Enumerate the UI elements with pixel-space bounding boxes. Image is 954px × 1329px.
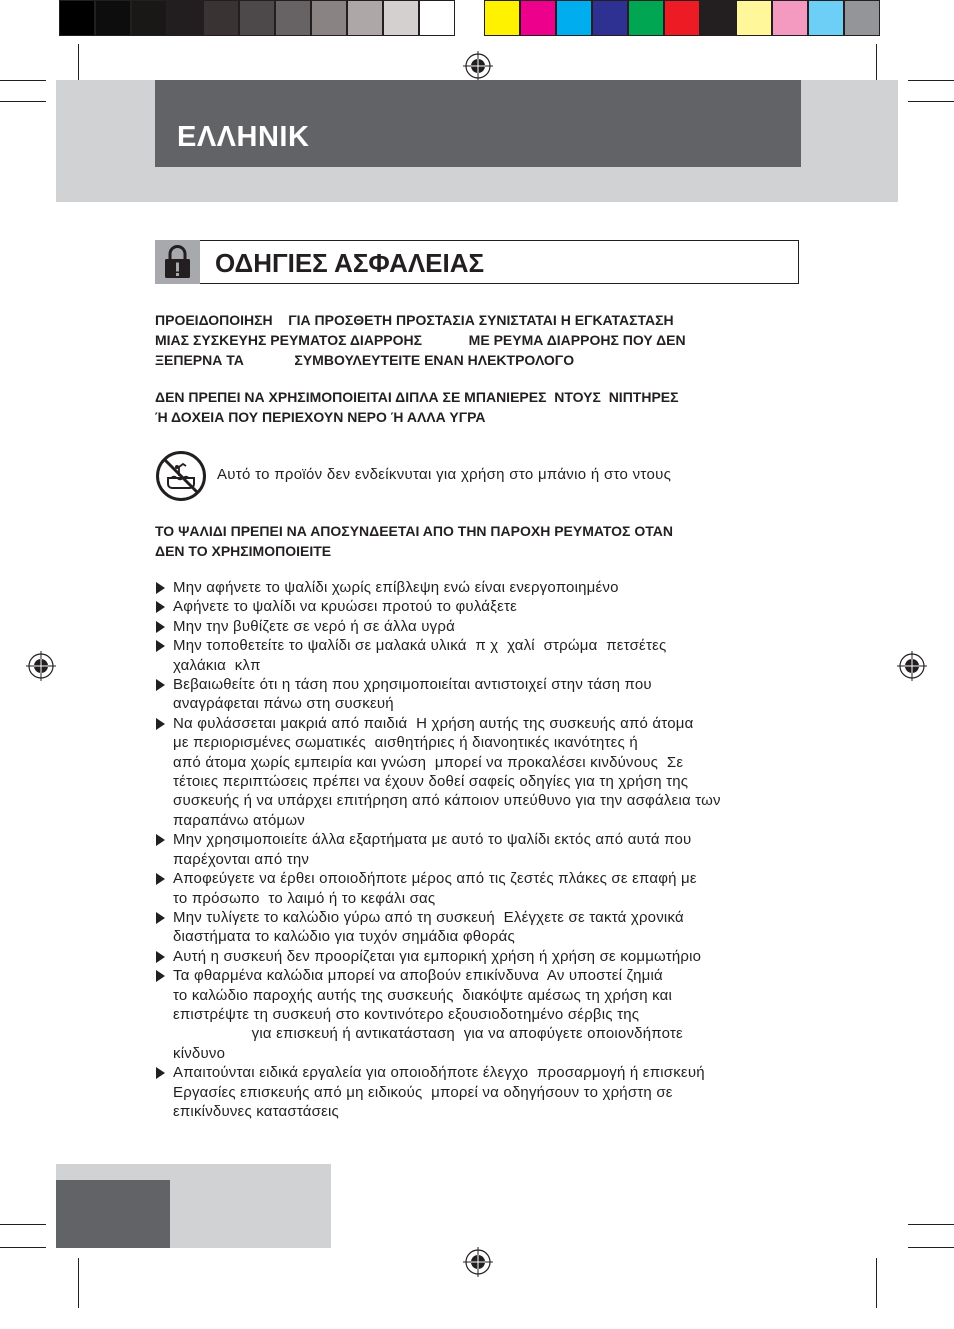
- warning-line: ΜΙΑΣ ΣΥΣΚΕΥΗΣ ΡΕΥΜΑΤΟΣ ΔΙΑΡΡΟΗΣ ΜΕ ΡΕΥΜΑ ΔΙΑΡΡΟΗΣ ΠΟΥ ΔΕΝ: [155, 332, 686, 348]
- registration-mark-icon: [463, 51, 493, 81]
- list-item-line: παρέχονται από την: [173, 850, 310, 868]
- list-item-line: επιστρέψτε τη συσκευή στο κοντινότερο εξουσιοδοτημένο σέρβις της: [173, 1005, 640, 1023]
- list-item-line: επικίνδυνες καταστάσεις: [173, 1102, 339, 1120]
- crop-mark: [0, 1224, 46, 1225]
- list-item-line: παραπάνω ατόμων: [173, 811, 305, 829]
- warning-line: ΞΕΠΕΡΝΑ ΤΑ ΣΥΜΒΟΥΛΕΥΤΕΙΤΕ ΕΝΑΝ ΗΛΕΚΤΡΟΛΟΓΟ: [155, 352, 575, 368]
- crop-mark: [876, 1258, 877, 1308]
- no-bath-icon: [155, 450, 207, 502]
- list-item-line: με περιορισμένες σωματικές αισθητήριες ή διανοητικές ικανότητες ή: [173, 734, 638, 752]
- list-item-line: Εργασίες επισκευής από μη ειδικούς μπορεί να οδηγήσουν το χρήστη σε: [173, 1083, 673, 1101]
- bullet-arrow-icon: [156, 1067, 165, 1079]
- warning-unplug: [155, 521, 673, 561]
- warning-line: ΤΟ ΨΑΛΙΔΙ ΠΡΕΠΕΙ ΝΑ ΑΠΟΣΥΝΔΕΕΤΑΙ ΑΠΟ ΤΗΝ ΠΑΡΟΧΗ ΡΕΥΜΑΤΟΣ ΟΤΑΝ: [155, 523, 673, 539]
- colour-swatch: [664, 0, 700, 36]
- colour-calibration-bar: [484, 0, 880, 38]
- bullet-arrow-icon: [156, 582, 165, 594]
- colour-swatch: [383, 0, 419, 36]
- bullet-arrow-icon: [156, 640, 165, 652]
- colour-swatch: [592, 0, 628, 36]
- crop-mark: [0, 1247, 46, 1248]
- list-item-line: Μην τυλίγετε το καλώδιο γύρω από τη συσκευή Ελέγχετε σε τακτά χρονικά: [173, 908, 684, 926]
- footer-page-tab: [56, 1180, 170, 1248]
- colour-swatch: [700, 0, 736, 36]
- list-item: [155, 947, 805, 966]
- list-item-line: Αποφεύγετε να έρθει οποιοδήποτε μέρος από τις ζεστές πλάκες σε επαφή με: [173, 870, 697, 888]
- colour-swatch: [167, 0, 203, 36]
- registration-mark-icon: [897, 651, 927, 681]
- bullet-arrow-icon: [156, 679, 165, 691]
- colour-swatch: [556, 0, 592, 36]
- colour-swatch: [808, 0, 844, 36]
- crop-mark: [0, 101, 46, 102]
- list-item: [155, 869, 805, 908]
- colour-swatch: [239, 0, 275, 36]
- grey-calibration-bar: [59, 0, 455, 38]
- colour-swatch: [772, 0, 808, 36]
- bullet-arrow-icon: [156, 834, 165, 846]
- crop-mark: [908, 1224, 954, 1225]
- colour-swatch: [484, 0, 520, 36]
- warning-line: ΔΕΝ ΤΟ ΧΡΗΣΙΜΟΠΟΙΕΙΤΕ: [155, 543, 332, 559]
- list-item: [155, 966, 805, 1063]
- list-item-line: Μην την βυθίζετε σε νερό ή σε άλλα υγρά: [173, 617, 455, 635]
- list-item: [155, 617, 805, 636]
- list-item-line: Αυτή η συσκευή δεν προορίζεται για εμπορική χρήση ή χρήση σε κομμωτήριο: [173, 947, 702, 965]
- warning-water: [155, 387, 679, 427]
- crop-mark: [908, 101, 954, 102]
- list-item-line: Απαιτούνται ειδικά εργαλεία για οποιοδήποτε έλεγχο προσαρμογή ή επισκευή: [173, 1064, 705, 1082]
- colour-swatch: [628, 0, 664, 36]
- warning-line: ΔΕΝ ΠΡΕΠΕΙ ΝΑ ΧΡΗΣΙΜΟΠΟΙΕΙΤΑΙ ΔΙΠΛΑ ΣΕ ΜΠΑΝΙΕΡΕΣ ΝΤΟΥΣ ΝΙΠΤΗΡΕΣ: [155, 389, 679, 405]
- list-item-line: Αφήνετε το ψαλίδι να κρυώσει προτού το φυλάξετε: [173, 598, 517, 616]
- language-title: ΕΛΛΗΝΙΚ: [177, 121, 310, 153]
- warning-line: Ή ΔΟΧΕΙΑ ΠΟΥ ΠΕΡΙΕΧΟΥΝ ΝΕΡΟ Ή ΑΛΛΑ ΥΓΡΑ: [155, 409, 486, 425]
- bullet-arrow-icon: [156, 951, 165, 963]
- list-item-line: χαλάκια κλπ: [173, 656, 261, 674]
- registration-mark-icon: [26, 651, 56, 681]
- safety-instructions-list: [155, 578, 805, 1121]
- crop-mark: [908, 80, 954, 81]
- list-item: [155, 714, 805, 830]
- list-item-line: Τα φθαρμένα καλώδια μπορεί να αποβούν επικίνδυνα Αν υποστεί ζημιά: [173, 967, 663, 985]
- registration-mark-icon: [463, 1247, 493, 1277]
- colour-swatch: [520, 0, 556, 36]
- list-item: [155, 1063, 805, 1121]
- list-item-line: αναγράφεται πάνω στη συσκευή: [173, 695, 394, 713]
- list-item: [155, 908, 805, 947]
- list-item: [155, 830, 805, 869]
- list-item: [155, 597, 805, 616]
- colour-swatch: [419, 0, 455, 36]
- bath-notice-text: Αυτό το προϊόν δεν ενδείκνυται για χρήση στο μπάνιο ή στο ντους: [217, 466, 672, 483]
- list-item: [155, 578, 805, 597]
- colour-swatch: [736, 0, 772, 36]
- padlock-warning-icon: [155, 240, 200, 284]
- bullet-arrow-icon: [156, 601, 165, 613]
- colour-swatch: [203, 0, 239, 36]
- colour-swatch: [131, 0, 167, 36]
- list-item-line: Βεβαιωθείτε ότι η τάση που χρησιμοποιείται αντιστοιχεί στην τάση που: [173, 676, 652, 694]
- crop-mark: [78, 1258, 79, 1308]
- crop-mark: [0, 80, 46, 81]
- list-item-line: συσκευής ή να υπάρχει επιτήρηση από κάποιον υπεύθυνο για την ασφάλεια των: [173, 792, 721, 810]
- list-item-line: το πρόσωπο το λαιμό ή το κεφάλι σας: [173, 889, 436, 907]
- list-item-line: Μην αφήνετε το ψαλίδι χωρίς επίβλεψη ενώ είναι ενεργοποιημένο: [173, 579, 619, 596]
- section-title: ΟΔΗΓΙΕΣ ΑΣΦΑΛΕΙΑΣ: [215, 248, 485, 278]
- list-item-line: τέτοιες περιπτώσεις πρέπει να έχουν δοθεί σαφείς οδηγίες για τη χρήση της: [173, 773, 689, 791]
- bullet-arrow-icon: [156, 912, 165, 924]
- list-item-line: για επισκευή ή αντικατάσταση για να αποφύγετε οποιονδήποτε: [173, 1025, 683, 1043]
- list-item: [155, 636, 805, 675]
- list-item-line: Μην χρησιμοποιείτε άλλα εξαρτήματα με αυτό το ψαλίδι εκτός από αυτά που: [173, 831, 692, 849]
- bullet-arrow-icon: [156, 621, 165, 633]
- section-icon-panel: [155, 240, 200, 284]
- list-item-line: κίνδυνο: [173, 1044, 226, 1062]
- list-item: [155, 675, 805, 714]
- list-item-line: Μην τοποθετείτε το ψαλίδι σε μαλακά υλικά π χ χαλί στρώμα πετσέτες: [173, 637, 667, 655]
- bullet-arrow-icon: [156, 873, 165, 885]
- colour-swatch: [844, 0, 880, 36]
- colour-swatch: [59, 0, 95, 36]
- list-item-line: το καλώδιο παροχής αυτής της συσκευής διακόψτε αμέσως τη χρήση και: [173, 986, 673, 1004]
- warning-line: ΠΡΟΕΙΔΟΠΟΙΗΣΗ ΓΙΑ ΠΡΟΣΘΕΤΗ ΠΡΟΣΤΑΣΙΑ ΣΥΝΙΣΤΑΤΑΙ Η ΕΓΚΑΤΑΣΤΑΣΗ: [155, 312, 674, 328]
- bullet-arrow-icon: [156, 970, 165, 982]
- list-item-line: Να φυλάσσεται μακριά από παιδιά Η χρήση αυτής της συσκευής από άτομα: [173, 714, 694, 732]
- list-item-line: διαστήματα το καλώδιο για τυχόν σημάδια φθοράς: [173, 928, 515, 946]
- warning-rcd: [155, 310, 686, 370]
- colour-swatch: [95, 0, 131, 36]
- colour-swatch: [311, 0, 347, 36]
- crop-mark: [908, 1247, 954, 1248]
- colour-swatch: [347, 0, 383, 36]
- bullet-arrow-icon: [156, 718, 165, 730]
- list-item-line: από άτομα χωρίς εμπειρία και γνώση μπορεί να προκαλέσει κινδύνους Σε: [173, 753, 684, 771]
- colour-swatch: [275, 0, 311, 36]
